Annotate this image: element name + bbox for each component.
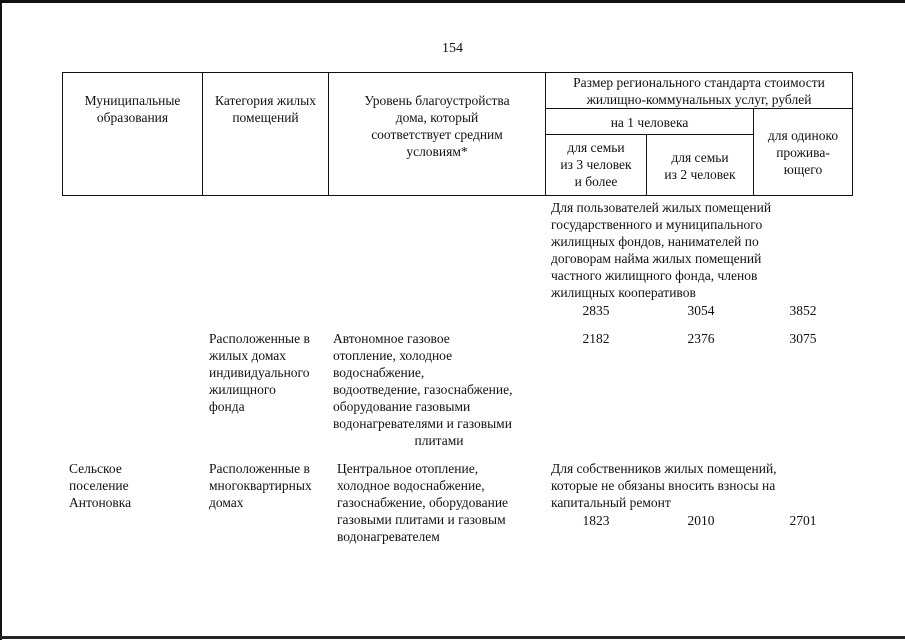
scan-border-left: [0, 0, 2, 640]
header-standard-size: Размер регионального стандарта стоимости жилищно-коммунальных услуг, рублей: [573, 75, 825, 107]
row1-value-family-3: 2835: [582, 303, 610, 318]
header-standard-divider: [545, 108, 853, 109]
row3-value-family-2: 2010: [687, 513, 715, 528]
header-top-border: [62, 72, 853, 73]
row1-value-family-2: 3054: [687, 303, 715, 318]
scan-border-top: [0, 0, 905, 3]
row3-category: Расположенные в многоквартирных домах: [209, 461, 312, 510]
header-bottom-border: [62, 195, 853, 196]
row2-category: Расположенные в жилых домах индивидуального жилищного фонда: [209, 331, 310, 414]
header-level: Уровень благоустройства дома, который соответствует средним условиям*: [364, 93, 510, 159]
scan-border-bottom: [0, 636, 905, 639]
header-family-2: для семьи из 2 человек: [664, 150, 736, 182]
row3-municipality: Сельское поселение Антоновка: [69, 461, 132, 510]
row2-value-single: 3075: [789, 331, 817, 346]
header-col-border-2: [202, 72, 203, 196]
row1-value-single: 3852: [789, 303, 817, 318]
page-number: 154: [442, 41, 463, 56]
row3-note: Для собственников жилых помещений, которые не обязаны вносить взносы на капитальный ремонт: [551, 461, 777, 510]
header-category: Категория жилых помещений: [215, 93, 316, 125]
row3-value-family-3: 1823: [582, 513, 610, 528]
header-col-border-1: [62, 72, 63, 196]
header-col-border-7: [852, 72, 853, 196]
row2-value-family-3: 2182: [582, 331, 610, 346]
row2-level: Автономное газовое отопление, холодное водоснабжение, водоотведение, газоснабжение, оборудование газовыми водонагревателями и газовыми плитами: [333, 331, 513, 448]
row3-value-single: 2701: [789, 513, 817, 528]
header-family-3: для семьи из 3 человек и более: [560, 140, 632, 189]
header-per-person: на 1 человека: [610, 115, 689, 130]
row2-value-family-2: 2376: [687, 331, 715, 346]
row1-note: Для пользователей жилых помещений государственного и муниципального жилищных фондов, нанимателей по договорам найма жилых помещений частного жилищного фонда, членов жилищных кооперативов: [551, 200, 772, 300]
header-single: для одиноко прожива- ющего: [767, 128, 839, 177]
row3-level: Центральное отопление, холодное водоснабжение, газоснабжение, оборудование газовыми плитами и газовым водонагревателем: [337, 461, 509, 544]
header-per-person-divider: [545, 134, 753, 135]
header-municipality: Муниципальные образования: [84, 93, 181, 125]
